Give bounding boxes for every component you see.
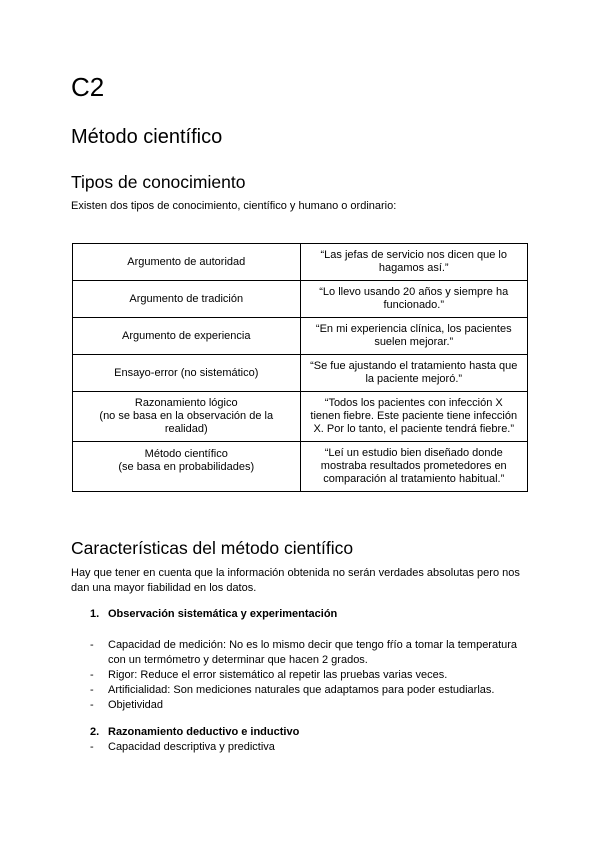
section-heading-tipos: Tipos de conocimiento [71,172,246,192]
table-cell-example: “Las jefas de servicio nos dicen que lo hagamos así.” [300,244,528,281]
section-heading-caracteristicas: Características del método científico [71,538,354,558]
table-cell-type: Argumento de tradición [73,281,301,318]
list-heading-text: Razonamiento deductivo e inductivo [108,726,300,738]
table-cell-type: Método científico (se basa en probabilidades) [73,442,301,492]
table-row [73,442,528,492]
table-cell-example: “Todos los pacientes con infección X tienen fiebre. Este paciente tiene infección X. Por lo tanto, el paciente tendrá fiebre.” [300,392,528,442]
table-row [73,244,528,281]
table-row [73,318,528,355]
table-cell-type: Argumento de autoridad [73,244,301,281]
table-cell-type: Argumento de experiencia [73,318,301,355]
list-number: 1. [90,608,100,620]
numbered-heading-razonamiento [90,726,299,738]
observation-bullets [90,638,530,713]
list-heading-text: Observación sistemática y experimentación [108,608,338,620]
knowledge-types-table [72,243,528,492]
table-row [73,355,528,392]
table-row [73,392,528,442]
list-item: - Rigor: Reduce el error sistemático al repetir las pruebas varias veces. [90,668,530,683]
table-cell-example: “Se fue ajustando el tratamiento hasta que la paciente mejoró.” [300,355,528,392]
table-cell-example: “Leí un estudio bien diseñado donde mostraba resultados prometedores en comparación al tratamiento habitual.” [300,442,528,492]
table-cell-example: “Lo llevo usando 20 años y siempre ha funcionado.” [300,281,528,318]
section-intro-tipos: Existen dos tipos de conocimiento, científico y humano o ordinario: [71,200,397,212]
list-item: - Capacidad descriptiva y predictiva [90,740,530,755]
chapter-heading: C2 [71,72,105,102]
numbered-heading-observacion [90,608,337,620]
list-item: - Objetividad [90,698,530,713]
table-cell-type: Ensayo-error (no sistemático) [73,355,301,392]
list-item: - Artificialidad: Son mediciones naturales que adaptamos para poder estudiarlas. [90,683,530,698]
page-title: Método científico [71,126,223,148]
table-cell-example: “En mi experiencia clínica, los pacientes suelen mejorar.” [300,318,528,355]
reasoning-bullets [90,740,530,755]
table-cell-type: Razonamiento lógico (no se basa en la observación de la realidad) [73,392,301,442]
section-intro-caracteristicas: Hay que tener en cuenta que la información obtenida no serán verdades absolutas pero nos dan una mayor fiabilidad en los datos. [71,567,520,594]
list-number: 2. [90,726,100,738]
table-row [73,281,528,318]
list-item: - Capacidad de medición: No es lo mismo decir que tengo fŕío a tomar la temperatura con un termómetro y determinar que hacen 2 grados. [90,638,530,668]
